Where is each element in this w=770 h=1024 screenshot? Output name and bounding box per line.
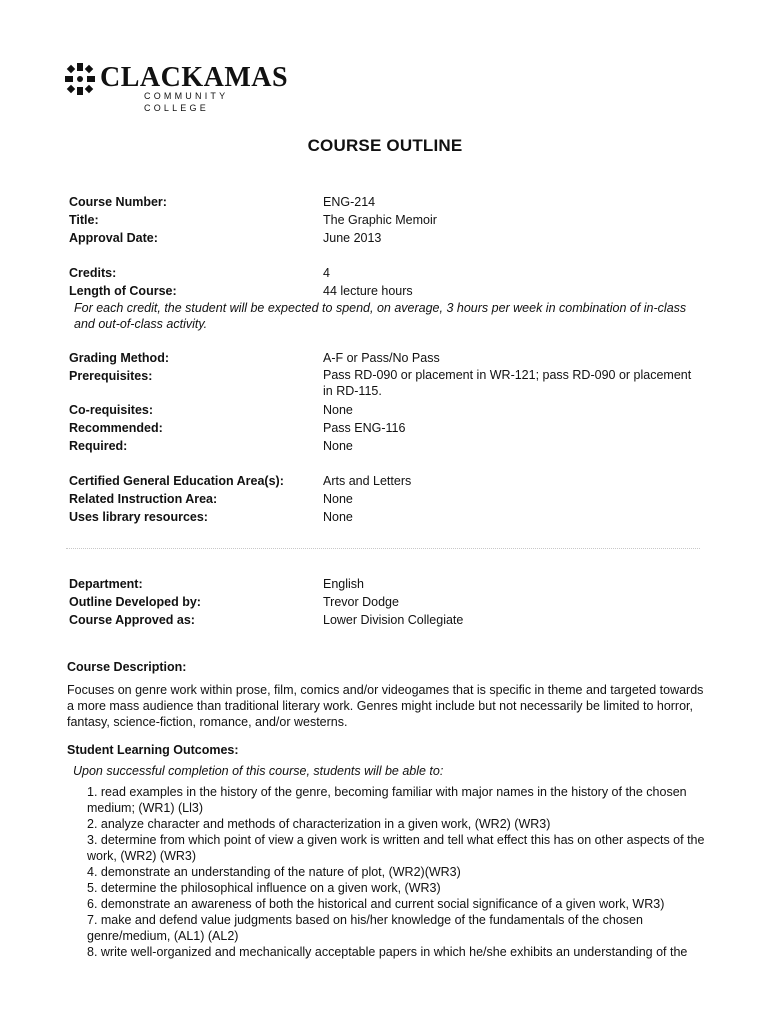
field-value: 4	[323, 266, 330, 280]
field-label: Uses library resources:	[69, 510, 208, 524]
list-item: 4. demonstrate an understanding of the nature of plot, (WR2)(WR3)	[87, 865, 461, 879]
field-label: Required:	[69, 439, 128, 453]
list-item: 2. analyze character and methods of characterization in a given work, (WR2) (WR3)	[87, 817, 551, 831]
field-label: Related Instruction Area:	[69, 492, 218, 506]
field-label: Department:	[69, 577, 143, 591]
field-label: Credits:	[69, 266, 117, 280]
field-value: Pass RD-090 or placement in WR-121; pass RD-090 or placement in RD-115.	[323, 368, 692, 398]
field-value: Pass ENG-116	[323, 421, 406, 435]
course-description-text: Focuses on genre work within prose, film, comics and/or videogames that is specific in theme and targeted towards a more mass audience than traditional literary work. Genres might include but not necessarily be limited to horror, fantasy, science-fiction, romance, and/or westerns.	[67, 683, 704, 729]
field-value: English	[323, 577, 364, 591]
field-value: ENG-214	[323, 195, 376, 209]
field-label: Grading Method:	[69, 351, 169, 365]
credit-note: For each credit, the student will be expected to spend, on average, 3 hours per week in combination of in-class and out-of-class activity.	[74, 301, 687, 331]
page-title: COURSE OUTLINE	[307, 136, 463, 155]
field-label: Outline Developed by:	[69, 595, 201, 609]
list-item: 3. determine from which point of view a given work is written and tell what effect this has on other aspects of the work, (WR2) (WR3)	[87, 833, 705, 863]
learning-outcomes-intro: Upon successful completion of this course, students will be able to:	[73, 764, 444, 778]
field-label: Certified General Education Area(s):	[69, 474, 284, 488]
course-description-heading: Course Description:	[67, 660, 187, 674]
field-value: The Graphic Memoir	[323, 213, 437, 227]
list-item: 1. read examples in the history of the genre, becoming familiar with major names in the history of the chosen medium; (WR1) (Ll3)	[87, 785, 687, 815]
field-value: Trevor Dodge	[323, 595, 399, 609]
field-label: Course Number:	[69, 195, 167, 209]
list-item: 8. write well-organized and mechanically acceptable papers in which he/she exhibits an understanding of the	[87, 945, 688, 959]
field-value: Lower Division Collegiate	[323, 613, 464, 627]
learning-outcomes-list	[87, 784, 707, 960]
field-label: Title:	[69, 213, 99, 227]
list-item: 6. demonstrate an awareness of both the historical and current social significance of a given work, WR3)	[87, 897, 665, 911]
field-value: A-F or Pass/No Pass	[323, 351, 440, 365]
field-value: 44 lecture hours	[323, 284, 413, 298]
field-value: Arts and Letters	[323, 474, 412, 488]
field-label: Length of Course:	[69, 284, 177, 298]
list-item: 7. make and defend value judgments based on his/her knowledge of the fundamentals of the chosen genre/medium, (AL1) (AL2)	[87, 913, 643, 943]
divider	[66, 548, 700, 549]
field-value: None	[323, 439, 353, 453]
field-label: Approval Date:	[69, 231, 158, 245]
field-value: June 2013	[323, 231, 382, 245]
field-value: None	[323, 403, 353, 417]
logo-subtitle: COMMUNITY COLLEGE	[144, 91, 229, 113]
college-logo	[64, 62, 289, 113]
learning-outcomes-heading: Student Learning Outcomes:	[67, 743, 239, 757]
field-label: Prerequisites:	[69, 369, 153, 383]
list-item: 5. determine the philosophical influence on a given work, (WR3)	[87, 881, 441, 895]
field-label: Recommended:	[69, 421, 163, 435]
field-value: None	[323, 492, 353, 506]
starburst-icon	[64, 62, 96, 96]
field-value: None	[323, 510, 353, 524]
field-label: Co-requisites:	[69, 403, 154, 417]
logo-name: CLACKAMAS	[100, 62, 289, 93]
field-label: Course Approved as:	[69, 613, 195, 627]
